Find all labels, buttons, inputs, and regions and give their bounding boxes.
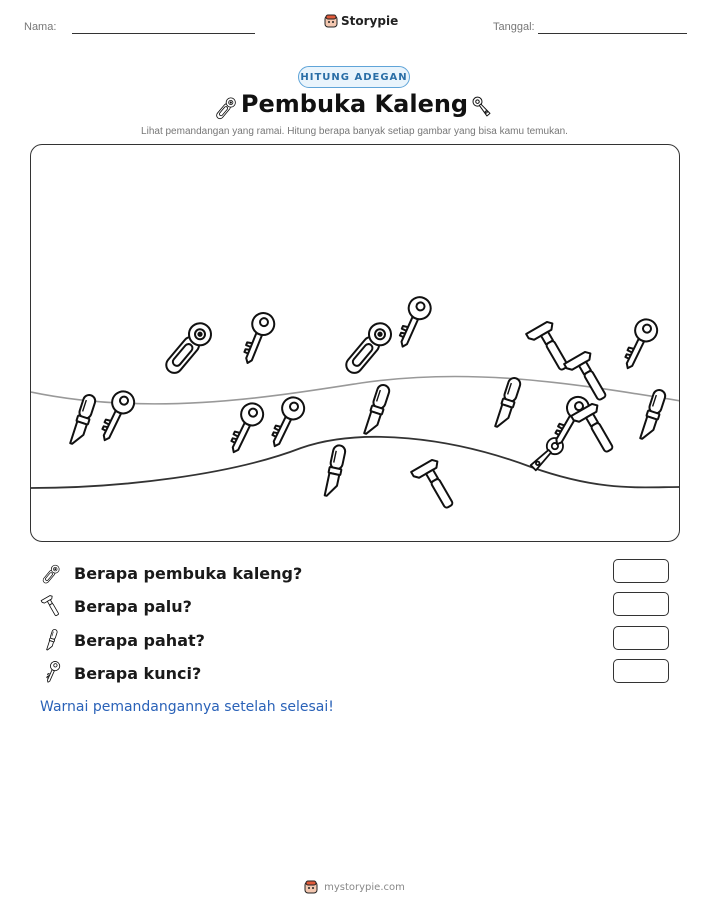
question-key	[40, 661, 201, 685]
key-icon	[618, 316, 661, 373]
name-label: Nama:	[24, 21, 57, 33]
website-url[interactable]: mystorypie.com	[324, 881, 405, 893]
counting-scene	[30, 144, 680, 542]
key-icon	[237, 310, 277, 367]
brand-name: Storypie	[341, 14, 399, 28]
question-hammer	[40, 594, 192, 618]
answer-box-can-opener[interactable]	[613, 559, 669, 583]
page-title: Pembuka Kaleng	[240, 90, 469, 118]
answer-box-key[interactable]	[613, 659, 669, 683]
storypie-mascot-icon	[324, 14, 338, 28]
question-text: Berapa kunci?	[74, 663, 202, 683]
chisel-icon	[363, 383, 390, 436]
answer-box-hammer[interactable]	[613, 592, 669, 616]
chisel-icon	[40, 628, 64, 652]
instructions: Lihat pemandangan yang ramai. Hitung berapa banyak setiap gambar yang bisa kamu temukan.	[141, 126, 568, 137]
can-opener-icon	[341, 319, 396, 378]
can-opener-small-icon	[467, 92, 497, 122]
question-text: Berapa palu?	[74, 596, 192, 616]
answer-box-chisel[interactable]	[613, 626, 669, 650]
storypie-mascot-icon	[304, 880, 318, 894]
site-footer	[0, 880, 709, 894]
key-icon	[224, 400, 267, 457]
scene-illustration	[31, 145, 680, 542]
key-icon	[95, 388, 138, 445]
question-text: Berapa pembuka kaleng?	[74, 563, 303, 583]
chisel-icon	[324, 444, 347, 497]
hammer-icon	[411, 458, 460, 514]
chisel-icon	[69, 393, 96, 446]
key-icon	[40, 661, 64, 685]
question-text: Berapa pahat?	[74, 630, 205, 650]
key-icon	[265, 394, 308, 451]
date-label: Tanggal:	[493, 21, 535, 33]
can-opener-icon	[161, 319, 216, 378]
coloring-note: Warnai pemandangannya setelah selesai!	[40, 699, 334, 715]
question-chisel	[40, 628, 205, 652]
question-can-opener	[40, 561, 302, 585]
chisel-icon	[639, 388, 666, 441]
name-line[interactable]	[72, 33, 255, 34]
key-icon	[393, 294, 435, 351]
hammer-icon	[40, 594, 64, 618]
date-line[interactable]	[538, 33, 687, 34]
brand-logo	[324, 14, 398, 28]
chisel-icon	[494, 376, 521, 429]
can-opener-icon	[40, 561, 64, 585]
activity-badge: HITUNG ADEGAN	[298, 66, 410, 88]
